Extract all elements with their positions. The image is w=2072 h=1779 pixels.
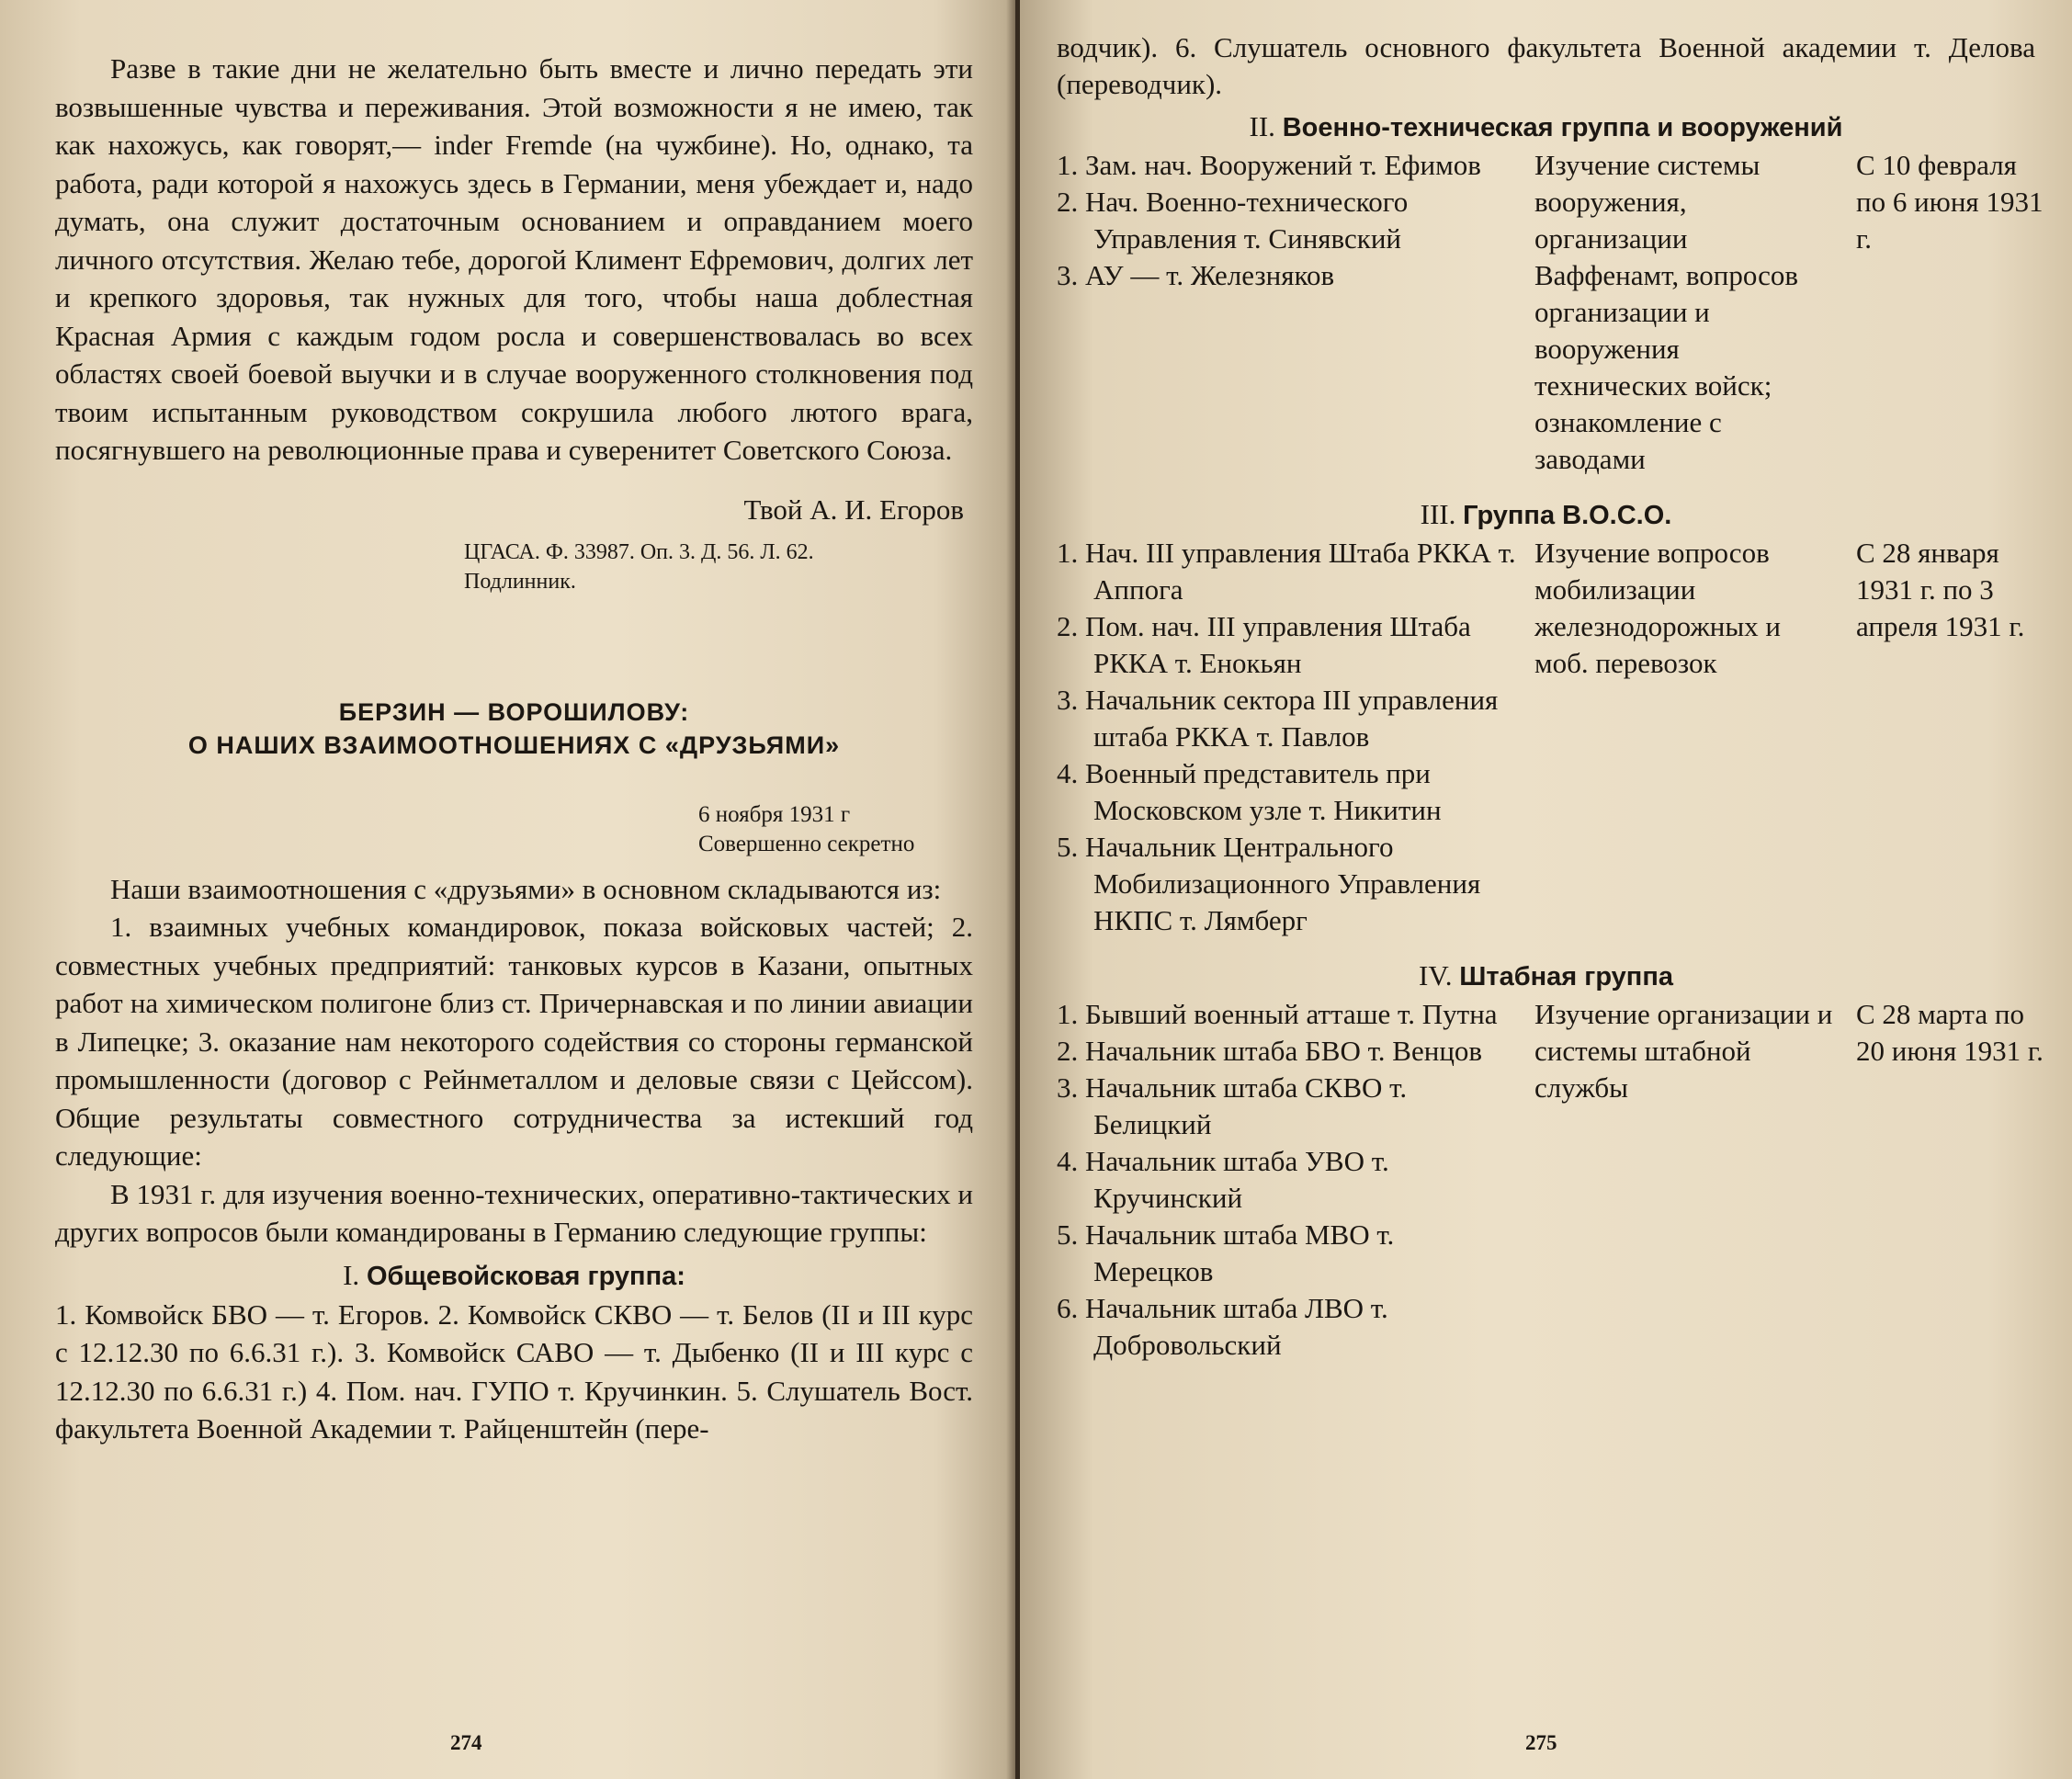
group3-purpose: Изучение вопросов мобилизации железнодорожных и моб. перевозок [1534, 537, 1781, 679]
page-number-right: 275 [1525, 1731, 1557, 1754]
group4-purpose: Изучение организации и системы штабной службы [1534, 998, 1833, 1104]
letter-paragraph: Разве в такие дни не желательно быть вместе и лично передать эти возвышенные чувства и переживания. Этой возможности я не имею, так как нахожусь, как говорят,— inder Fremde (на чужбине). Но, однако, та работа, ради которой я нахожусь здесь в Германии, меня убеждает и, надо думать, она служит достаточным основанием и оправданием моего личного отсутствия. Желаю тебе, дорогой Климент Ефремович, долгих лет и крепкого здоровья, так нужных для того, чтобы наша доблестная Красная Армия с каждым годом росла и совершенствовалась во всех областях своей боевой выучки и в случае вооруженного столкновения под твоим испытанным руководством сокрушила любого лютого врага, посягнувшего на революционные права и суверенитет Советского Союза. [55, 52, 973, 466]
page-number-left: 274 [450, 1731, 482, 1754]
group1-heading-number: I. [343, 1258, 360, 1291]
document-date: 6 ноября 1931 г [698, 801, 851, 827]
group3-heading [1057, 498, 2035, 531]
source-reference: ЦГАСА. Ф. 33987. Оп. 3. Д. 56. Л. 62. [464, 539, 814, 564]
continuation-text: водчик). 6. Слушатель основного факультета Военной академии т. Делова (переводчик). [1057, 31, 2035, 100]
document-title [55, 696, 973, 762]
list-item: 1. Бывший военный атташе т. Путна [1057, 998, 1498, 1030]
list-item: 2. Пом. нач. III управления Штаба РККА т. Енокьян [1057, 610, 1471, 679]
right-page [1020, 0, 2072, 1779]
group2-members [1057, 147, 1516, 478]
group2-heading-title: Военно-техническая группа и вооружений [1282, 113, 1843, 142]
document-title-line1: БЕРЗИН — ВОРОШИЛОВУ: [338, 697, 690, 726]
list-item: 5. Начальник Центрального Мобилизационного Управления НКПС т. Лямберг [1057, 831, 1481, 936]
list-item: 1. Нач. III управления Штаба РККА т. Аппога [1057, 537, 1516, 606]
list-item: 4. Военный представитель при Московском узле т. Никитин [1057, 757, 1442, 826]
group4-heading [1057, 959, 2035, 992]
paragraph-intro: Наши взаимоотношения с «друзьями» в основном складываются из: [110, 872, 942, 905]
paragraph-groups-intro: В 1931 г. для изучения военно-технических, оперативно-тактических и других вопросов были командированы в Германию следующие группы: [55, 1177, 973, 1248]
group3-members [1057, 535, 1516, 939]
source-original-note: Подлинник. [464, 569, 576, 594]
list-item: 5. Начальник штаба МВО т. Мерецков [1057, 1218, 1395, 1287]
list-item: 3. АУ — т. Железняков [1057, 259, 1335, 291]
group1-heading [55, 1259, 973, 1292]
date-block [698, 800, 973, 859]
group2-dates: С 10 февраля по 6 июня 1931 г. [1856, 149, 2044, 255]
list-item: 1. Зам. нач. Вооружений т. Ефимов [1057, 149, 1481, 181]
list-item: 2. Нач. Военно-технического Управления т. Синявский [1057, 186, 1409, 255]
group4-heading-title: Штабная группа [1459, 962, 1673, 991]
group3-table [1057, 535, 2035, 939]
paragraph-relations: 1. взаимных учебных командировок, показа войсковых частей; 2. совместных учебных предприятий: танковых курсов в Казани, опытных работ на химическом полигоне близ ст. Причернавская и по линии авиации в Липецке; 3. оказание нам некоторого содействия со стороны германской промышленности (договор с Рейнметаллом и деловые связи с Цейссом). Общие результаты совместного сотрудничества за истекший год следующие: [55, 911, 973, 1172]
list-item: 2. Начальник штаба БВО т. Венцов [1057, 1035, 1483, 1067]
list-item: 3. Начальник штаба СКВО т. Белицкий [1057, 1071, 1408, 1140]
left-page [0, 0, 1015, 1779]
classification-mark: Совершенно секретно [698, 831, 915, 856]
list-item: 6. Начальник штаба ЛВО т. Добровольский [1057, 1292, 1388, 1361]
group2-heading-number: II. [1249, 110, 1275, 142]
group2-table [1057, 147, 2044, 478]
group3-dates: С 28 января 1931 г. по 3 апреля 1931 г. [1856, 537, 2025, 642]
group3-heading-number: III. [1420, 498, 1456, 530]
document-title-line2: О НАШИХ ВЗАИМООТНОШЕНИЯХ С «ДРУЗЬЯМИ» [187, 731, 841, 759]
group1-members: 1. Комвойск БВО — т. Егоров. 2. Комвойск СКВО — т. Белов (II и III курс с 12.12.30 по 6.6.31 г.). 3. Комвойск САВО — т. Дыбенко (II и III курс с 12.12.30 по 6.6.31 г.) 4. Пом. нач. ГУПО т. Кручинкин. 5. Слушатель Вост. факультета Военной Академии т. Райценштейн (пере- [55, 1297, 973, 1445]
group4-table [1057, 996, 2044, 1364]
group2-purpose: Изучение системы вооружения, организации Ваффенамт, вопросов организации и вооружения технических войск; ознакомление с заводами [1534, 149, 1799, 475]
archive-source [464, 538, 973, 596]
group4-members [1057, 996, 1516, 1364]
group4-dates: С 28 марта по 20 июня 1931 г. [1856, 998, 2044, 1067]
group1-heading-title: Общевойсковая группа: [366, 1261, 685, 1291]
list-item: 4. Начальник штаба УВО т. Кручинский [1057, 1145, 1389, 1214]
group2-heading [1057, 110, 2035, 143]
group4-heading-number: IV. [1419, 959, 1453, 991]
signature: Твой А. И. Егоров [743, 493, 964, 526]
list-item: 3. Начальник сектора III управления штаба РККА т. Павлов [1057, 684, 1499, 753]
group3-heading-title: Группа В.О.С.О. [1463, 501, 1672, 530]
